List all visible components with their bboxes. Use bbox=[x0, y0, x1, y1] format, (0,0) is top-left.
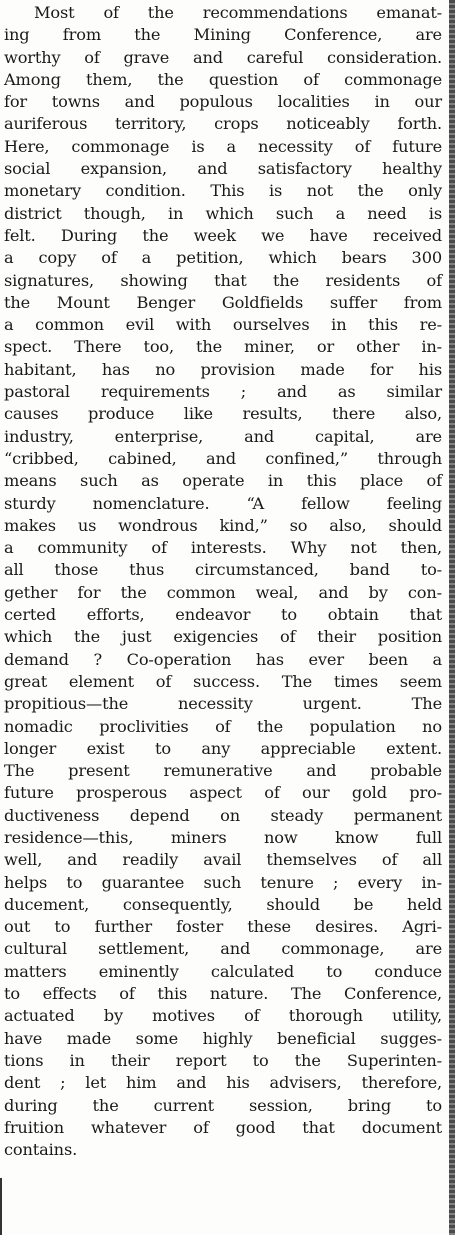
article-line: residence—this, miners now know full bbox=[4, 827, 442, 847]
article-line: “cribbed, cabined, and confined,” through bbox=[4, 448, 442, 468]
article-line: worthy of grave and careful consideration. bbox=[4, 47, 442, 67]
article-line: longer exist to any appreciable extent. bbox=[4, 738, 442, 758]
article-body bbox=[4, 2, 442, 1161]
article-line: which the just exigencies of their position bbox=[4, 627, 442, 647]
article-line: industry, enterprise, and capital, are bbox=[4, 426, 442, 446]
article-line: well, and readily avail themselves of all bbox=[4, 850, 442, 870]
article-line: certed efforts, endeavor to obtain that bbox=[4, 605, 442, 625]
article-line: ing from the Mining Conference, are bbox=[4, 25, 442, 45]
article-line: actuated by motives of thorough utility, bbox=[4, 1006, 442, 1026]
article-line: demand ? Co-operation has ever been a bbox=[4, 649, 442, 669]
article-line: gether for the common weal, and by con- bbox=[4, 582, 442, 602]
article-line: contains. bbox=[4, 1140, 78, 1160]
article-line: great element of success. The times seem bbox=[4, 671, 442, 691]
article-line: propitious—the necessity urgent. The bbox=[4, 694, 442, 714]
article-line: cultural settlement, and commonage, are bbox=[4, 939, 442, 959]
left-margin-rule bbox=[0, 1178, 2, 1235]
article-line: to effects of this nature. The Conference, bbox=[4, 984, 442, 1004]
article-line: social expansion, and satisfactory healthy bbox=[4, 159, 442, 179]
article-line: dent ; let him and his advisers, therefore, bbox=[4, 1073, 442, 1093]
article-line: Here, commonage is a necessity of future bbox=[4, 136, 442, 156]
article-line: Most of the recommendations emanat- bbox=[34, 3, 442, 22]
article-line: future prosperous aspect of our gold pro- bbox=[4, 783, 442, 803]
article-line: the Mount Benger Goldfields suffer from bbox=[4, 292, 442, 312]
article-line: The present remunerative and probable bbox=[4, 761, 442, 781]
article-line: matters eminently calculated to conduce bbox=[4, 961, 442, 981]
article-line: auriferous territory, crops noticeably forth. bbox=[4, 114, 442, 134]
article-line: helps to guarantee such tenure ; every in- bbox=[4, 872, 442, 892]
article-line: ducement, consequently, should be held bbox=[4, 894, 442, 914]
article-line: during the current session, bring to bbox=[4, 1095, 442, 1115]
article-line: pastoral requirements ; and as similar bbox=[4, 382, 442, 402]
article-line: have made some highly beneficial sugges- bbox=[4, 1028, 442, 1048]
article-line: all those thus circumstanced, band to- bbox=[4, 560, 442, 580]
article-line: district though, in which such a need is bbox=[4, 203, 442, 223]
article-line: Among them, the question of commonage bbox=[4, 69, 442, 89]
article-line: spect. There too, the miner, or other in- bbox=[4, 337, 442, 357]
article-line: felt. During the week we have received bbox=[4, 225, 442, 245]
article-line: a community of interests. Why not then, bbox=[4, 538, 442, 558]
article-line: monetary condition. This is not the only bbox=[4, 181, 442, 201]
article-line: for towns and populous localities in our bbox=[4, 92, 442, 112]
article-line: tions in their report to the Superinten- bbox=[4, 1050, 442, 1070]
article-line: causes produce like results, there also, bbox=[4, 404, 442, 424]
article-line: ductiveness depend on steady permanent bbox=[4, 805, 442, 825]
article-line: nomadic proclivities of the population no bbox=[4, 716, 442, 736]
article-line: makes us wondrous kind,” so also, should bbox=[4, 515, 442, 535]
column-rule bbox=[449, 0, 455, 1235]
article-line: fruition whatever of good that document bbox=[4, 1117, 442, 1137]
article-line: sturdy nomenclature. “A fellow feeling bbox=[4, 493, 442, 513]
article-line: signatures, showing that the residents of bbox=[4, 270, 442, 290]
article-line: means such as operate in this place of bbox=[4, 471, 442, 491]
article-line: a copy of a petition, which bears 300 bbox=[4, 248, 442, 268]
article-line: habitant, has no provision made for his bbox=[4, 359, 442, 379]
article-line: a common evil with ourselves in this re- bbox=[4, 315, 442, 335]
article-line: out to further foster these desires. Agri- bbox=[4, 917, 442, 937]
